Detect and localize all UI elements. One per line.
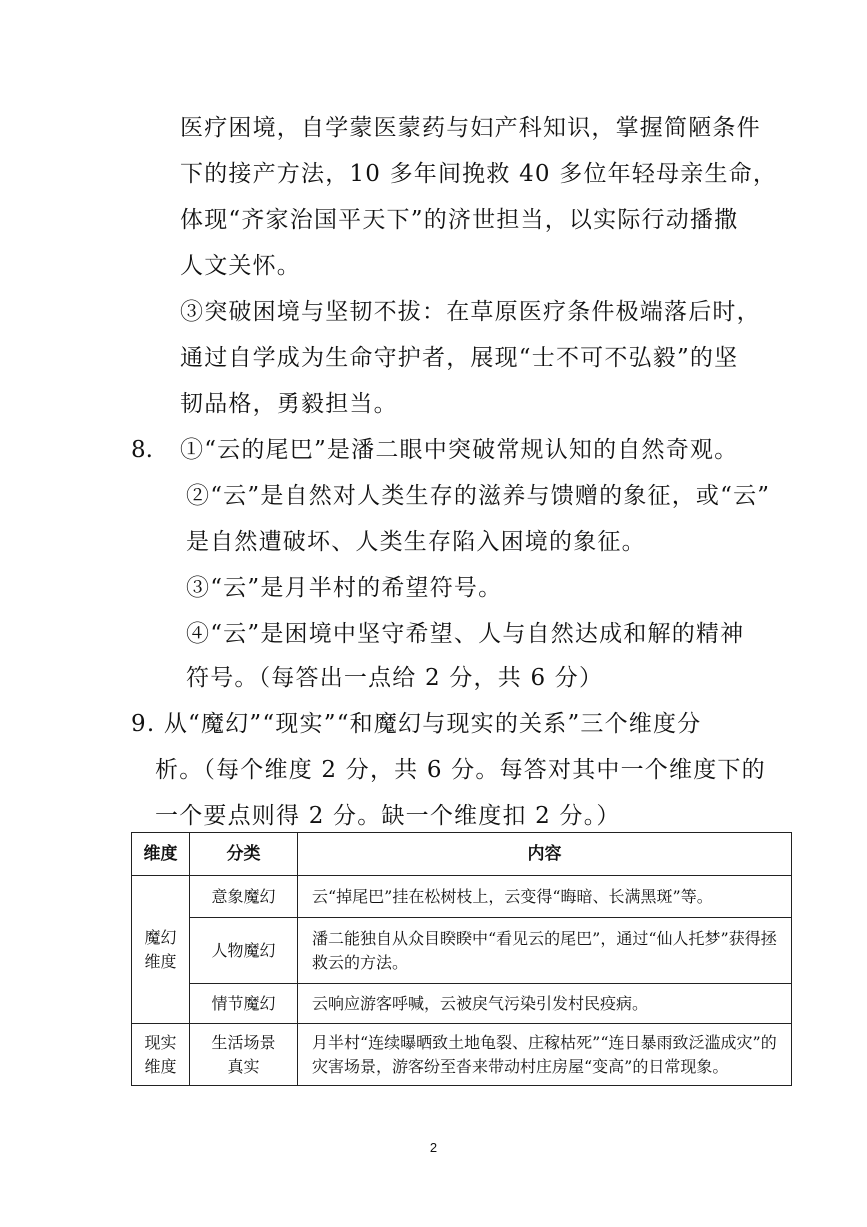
content-cell: 云响应游客呼喊，云被戾气污染引发村民疫病。 (298, 984, 792, 1024)
category-cell: 生活场景真实 (190, 1024, 298, 1086)
table-header-row (132, 833, 792, 876)
text-line: 医疗困境，自学蒙医蒙药与妇产科知识，掌握简陋条件 (180, 115, 761, 141)
category-cell: 人物魔幻 (190, 918, 298, 984)
text-line: 9. 从“魔幻”“现实”“和魔幻与现实的关系”三个维度分 (131, 711, 702, 737)
text-line: 下的接产方法，10 多年间挽救 40 多位年轻母亲生命， (180, 161, 778, 187)
content-cell: 潘二能独自从众目睽睽中“看见云的尾巴”，通过“仙人托梦”获得拯救云的方法。 (298, 918, 792, 984)
text-line: 人文关怀。 (180, 253, 301, 279)
text-line: 符号。（每答出一点给 2 分，共 6 分） (186, 665, 604, 691)
text-line: ①“云的尾巴”是潘二眼中突破常规认知的自然奇观。 (180, 437, 739, 463)
text-line: 析。（每个维度 2 分，共 6 分。每答对其中一个维度下的 (155, 757, 766, 783)
text-line: 一个要点则得 2 分。缺一个维度扣 2 分。） (155, 803, 621, 829)
category-cell: 情节魔幻 (190, 984, 298, 1024)
text-line: ④“云”是困境中坚守希望、人与自然达成和解的精神 (186, 621, 745, 647)
text-line: 通过自学成为生命守护者，展现“士不可不弘毅”的坚 (180, 345, 739, 371)
group-cell: 魔幻维度 (132, 876, 190, 1024)
category-cell: 意象魔幻 (190, 876, 298, 918)
header-cell: 分类 (190, 833, 298, 876)
content-cell: 云“掉尾巴”挂在松树枝上，云变得“晦暗、长满黑斑”等。 (298, 876, 792, 918)
table-row (132, 1024, 792, 1086)
page-number: 2 (429, 1140, 438, 1155)
text-line: 体现“齐家治国平天下”的济世担当，以实际行动播撒 (180, 207, 739, 233)
text-line: ②“云”是自然对人类生存的滋养与馈赠的象征，或“云” (186, 483, 771, 509)
content-cell: 月半村“连续曝晒致土地龟裂、庄稼枯死”“连日暴雨致泛滥成灾”的灾害场景，游客纷至沓来带动村庄房屋“变高”的日常现象。 (298, 1024, 792, 1086)
header-cell: 维度 (132, 833, 190, 876)
header-cell: 内容 (298, 833, 792, 876)
text-line: 韧品格，勇毅担当。 (180, 391, 398, 417)
group-cell: 现实维度 (132, 1024, 190, 1086)
table-row (132, 984, 792, 1024)
text-line: 是自然遭破坏、人类生存陷入困境的象征。 (186, 529, 646, 555)
text-line: ③“云”是月半村的希望符号。 (186, 575, 503, 601)
question-number: 8. (131, 437, 153, 463)
dimension-table (131, 832, 792, 1086)
table-row (132, 876, 792, 918)
text-line: ③突破困境与坚韧不拔：在草原医疗条件极端落后时， (180, 299, 761, 325)
table-row (132, 918, 792, 984)
